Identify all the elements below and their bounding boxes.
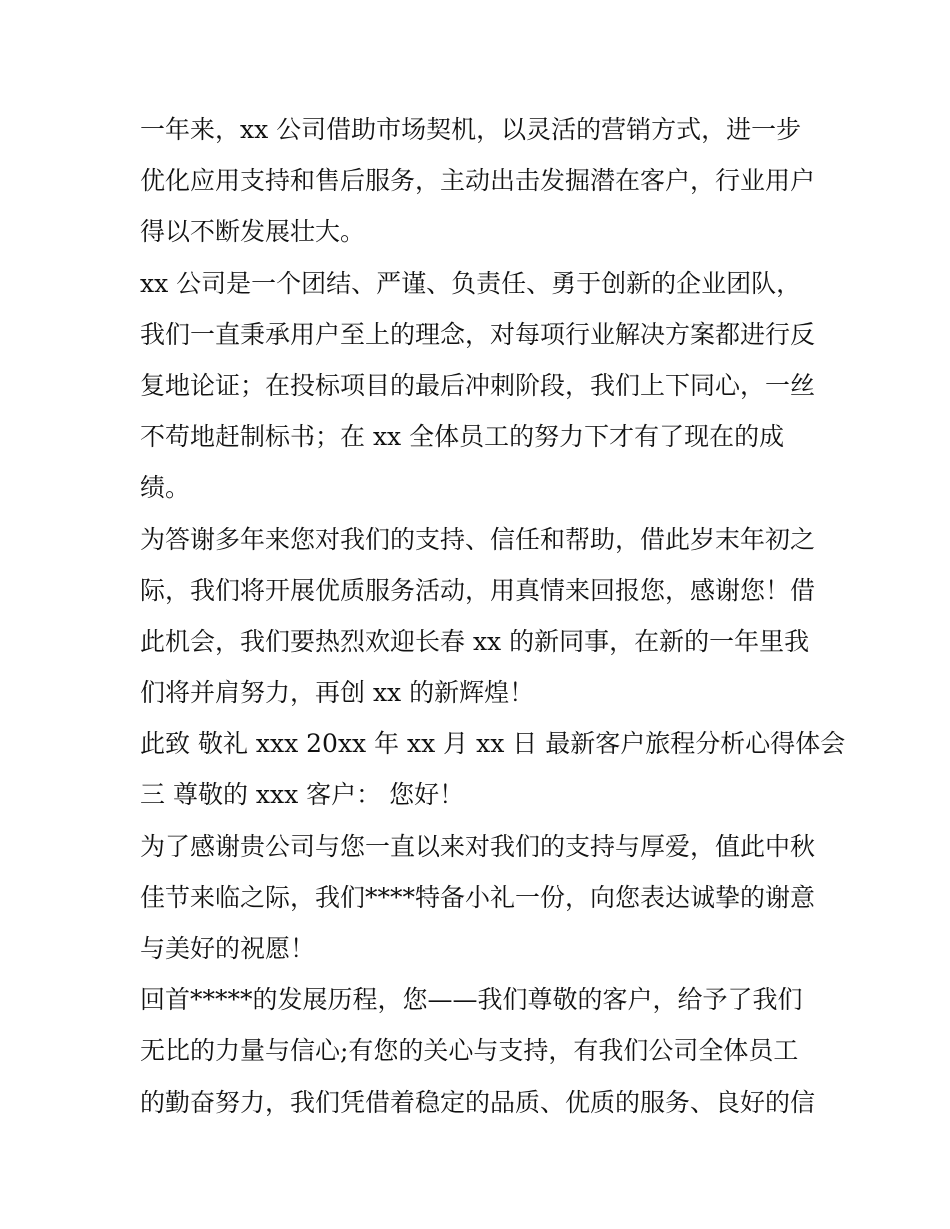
text-line: 为了感谢贵公司与您一直以来对我们的支持与厚爱，值此中秋 [140, 831, 816, 861]
text-line: 的勤奋努力，我们凭借着稳定的品质、优质的服务、良好的信 [140, 1087, 816, 1117]
text-line: 复地论证；在投标项目的最后冲刺阶段，我们上下同心，一丝 [140, 370, 816, 400]
text-line: 与美好的祝愿！ [140, 934, 316, 963]
text-line: 我们一直秉承用户至上的理念，对每项行业解决方案都进行反 [140, 319, 816, 349]
text-line: 得以不断发展壮大。 [140, 217, 366, 247]
text-line: 际，我们将开展优质服务活动，用真情来回报您，感谢您！借 [140, 575, 816, 605]
text-line: 此致 敬礼 xxx 20xx 年 xx 月 xx 日 最新客户旅程分析心得体会 [140, 729, 846, 759]
text-line: 无比的力量与信心;有您的关心与支持，有我们公司全体员工 [140, 1036, 799, 1066]
text-line: 回首*****的发展历程，您——我们尊敬的客户，给予了我们 [140, 985, 803, 1015]
text-line: 优化应用支持和售后服务，主动出击发掘潜在客户，行业用户 [140, 166, 816, 196]
text-line: xx 公司是一个团结、严谨、负责任、勇于创新的企业团队， [140, 268, 802, 298]
text-line: 三 尊敬的 xxx 客户： 您好！ [140, 780, 465, 810]
text-line: 绩。 [140, 473, 191, 503]
text-line: 不苟地赶制标书；在 xx 全体员工的努力下才有了现在的成 [140, 422, 785, 452]
text-line: 此机会，我们要热烈欢迎长春 xx 的新同事，在新的一年里我 [140, 626, 810, 656]
text-line: 为答谢多年来您对我们的支持、信任和帮助，借此岁末年初之 [140, 524, 816, 554]
document-body [140, 104, 846, 1128]
text-line: 佳节来临之际，我们****特备小礼一份，向您表达诚挚的谢意 [140, 882, 816, 912]
text-line: 一年来，xx 公司借助市场契机，以灵活的营销方式，进一步 [140, 115, 802, 144]
text-line: 们将并肩努力，再创 xx 的新辉煌！ [140, 678, 535, 708]
